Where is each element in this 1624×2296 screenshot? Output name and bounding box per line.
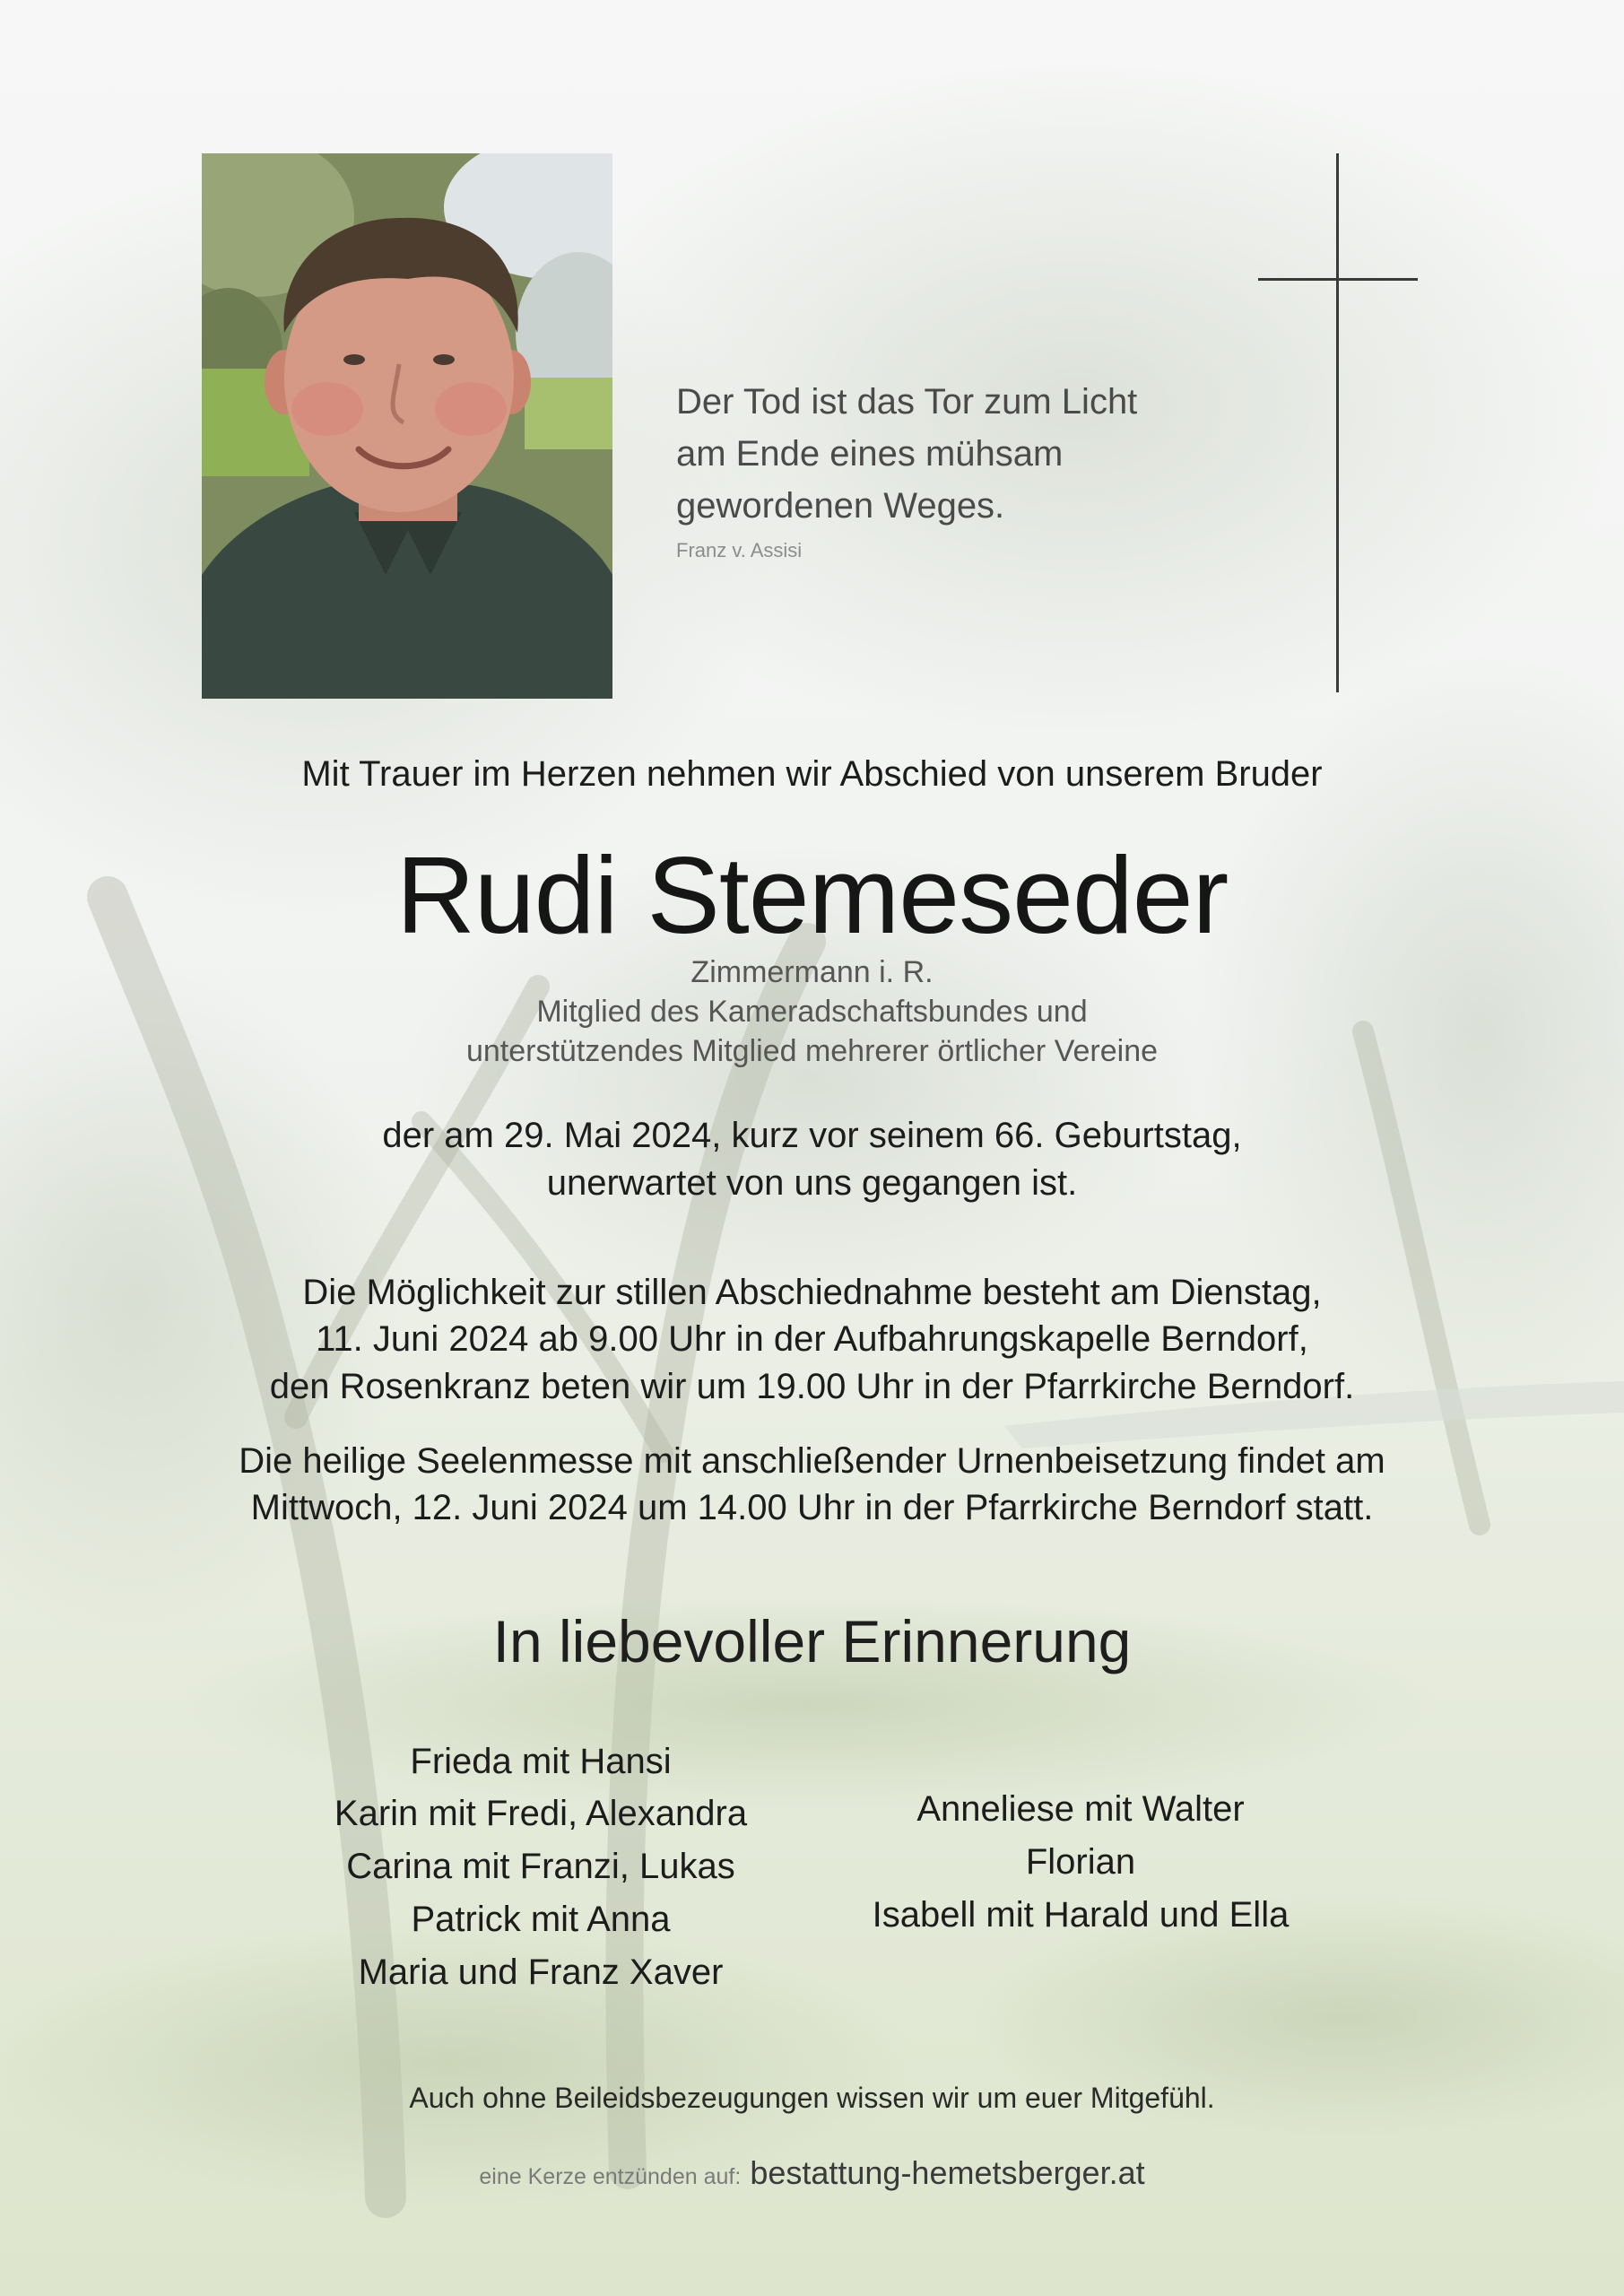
- cross-vertical-bar: [1336, 153, 1339, 692]
- deceased-detail: unterstützendes Mitglied mehrerer örtlicher Vereine: [465, 1034, 1159, 1068]
- viewing-info-line: den Rosenkranz beten wir um 19.00 Uhr in der Pfarrkirche Berndorf.: [269, 1367, 1355, 1406]
- viewing-info-line: 11. Juni 2024 ab 9.00 Uhr in der Aufbahrungskapelle Berndorf,: [316, 1319, 1308, 1359]
- deceased-detail: Zimmermann i. R.: [690, 955, 934, 989]
- mourner-name: Frieda mit Hansi: [410, 1742, 672, 1781]
- mourner-name: Patrick mit Anna: [411, 1900, 671, 1939]
- death-notice-line: unerwartet von uns gegangen ist.: [546, 1163, 1078, 1203]
- mourner-name: Isabell mit Harald und Ella: [872, 1895, 1290, 1935]
- candle-label: eine Kerze entzünden auf:: [479, 2164, 742, 2189]
- candle-url: bestattung-hemetsberger.at: [750, 2154, 1145, 2191]
- death-notice-line: der am 29. Mai 2024, kurz vor seinem 66. Geburtstag,: [382, 1116, 1242, 1155]
- deceased-name: Rudi Stemeseder: [395, 834, 1229, 956]
- mass-info-line: Die heilige Seelenmesse mit anschließender Urnenbeisetzung findet am: [239, 1441, 1385, 1481]
- viewing-info-line: Die Möglichkeit zur stillen Abschiednahme besteht am Dienstag,: [302, 1273, 1322, 1312]
- candle-line: [0, 2154, 1624, 2191]
- mourner-name: Karin mit Fredi, Alexandra: [334, 1794, 748, 1833]
- deceased-detail: Mitglied des Kameradschaftsbundes und: [536, 995, 1088, 1029]
- mass-info-line: Mittwoch, 12. Juni 2024 um 14.00 Uhr in der Pfarrkirche Berndorf statt.: [250, 1488, 1374, 1527]
- mourner-name: Florian: [1025, 1842, 1136, 1882]
- quote-line: gewordenen Weges.: [676, 486, 1005, 526]
- portrait-photo: [202, 153, 612, 699]
- portrait-image: [202, 153, 612, 699]
- mourner-name: Maria und Franz Xaver: [358, 1952, 724, 1992]
- quote-line: am Ende eines mühsam: [676, 434, 1064, 474]
- memorial-heading: In liebevoller Erinnerung: [492, 1608, 1132, 1674]
- mourner-name: Carina mit Franzi, Lukas: [346, 1847, 735, 1886]
- mourning-intro: Mit Trauer im Herzen nehmen wir Abschied von unserem Bruder: [301, 754, 1323, 794]
- closing-note: Auch ohne Beileidsbezeugungen wissen wir um euer Mitgefühl.: [409, 2082, 1215, 2114]
- cross-horizontal-bar: [1258, 278, 1418, 281]
- mourner-name: Anneliese mit Walter: [916, 1789, 1245, 1829]
- quote-line: Der Tod ist das Tor zum Licht: [676, 382, 1138, 422]
- quote-author: Franz v. Assisi: [676, 539, 803, 561]
